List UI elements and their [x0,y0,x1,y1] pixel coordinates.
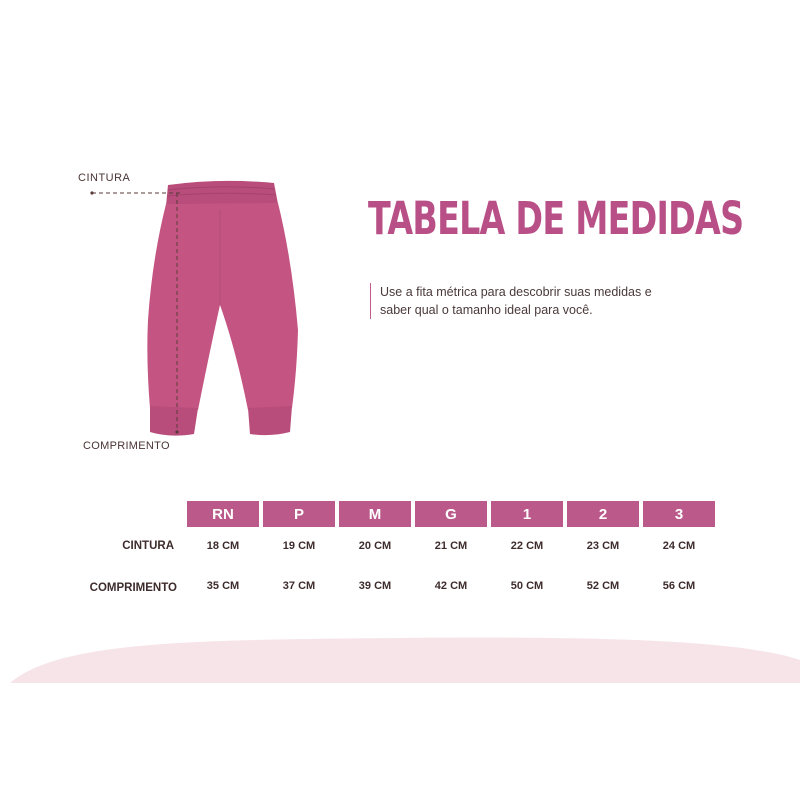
table-cell: 52 CM [586,580,620,592]
cintura-marker-label: CINTURA [78,172,131,184]
table-cell: 56 CM [662,580,696,592]
description-text [370,283,680,319]
table-cell: 19 CM [282,540,316,552]
size-header-g: G [415,501,487,527]
table-cell: 50 CM [510,580,544,592]
table-cell: 22 CM [510,540,544,552]
description-line-2: saber qual o tamanho ideal para você. [380,303,593,317]
table-cell: 18 CM [206,540,240,552]
pants-illustration [80,170,310,450]
size-header-2: 2 [567,501,639,527]
description-line-1: Use a fita métrica para descobrir suas medidas e [380,285,652,299]
size-header-1: 1 [491,501,563,527]
table-cell: 42 CM [434,580,468,592]
size-header-rn: RN [187,501,259,527]
table-cell: 24 CM [662,540,696,552]
size-header-3: 3 [643,501,715,527]
size-header-p: P [263,501,335,527]
table-cell: 20 CM [358,540,392,552]
row-label-cintura: CINTURA [122,540,174,552]
table-cell: 39 CM [358,580,392,592]
table-cell: 23 CM [586,540,620,552]
table-cell: 21 CM [434,540,468,552]
page-title: TABELA DE MEDIDAS [368,192,744,245]
comprimento-marker-label: COMPRIMENTO [83,440,170,452]
bottom-wave-decoration [0,600,800,690]
row-label-comprimento: COMPRIMENTO [89,582,177,594]
table-cell: 37 CM [282,580,316,592]
table-cell: 35 CM [206,580,240,592]
size-header-m: M [339,501,411,527]
